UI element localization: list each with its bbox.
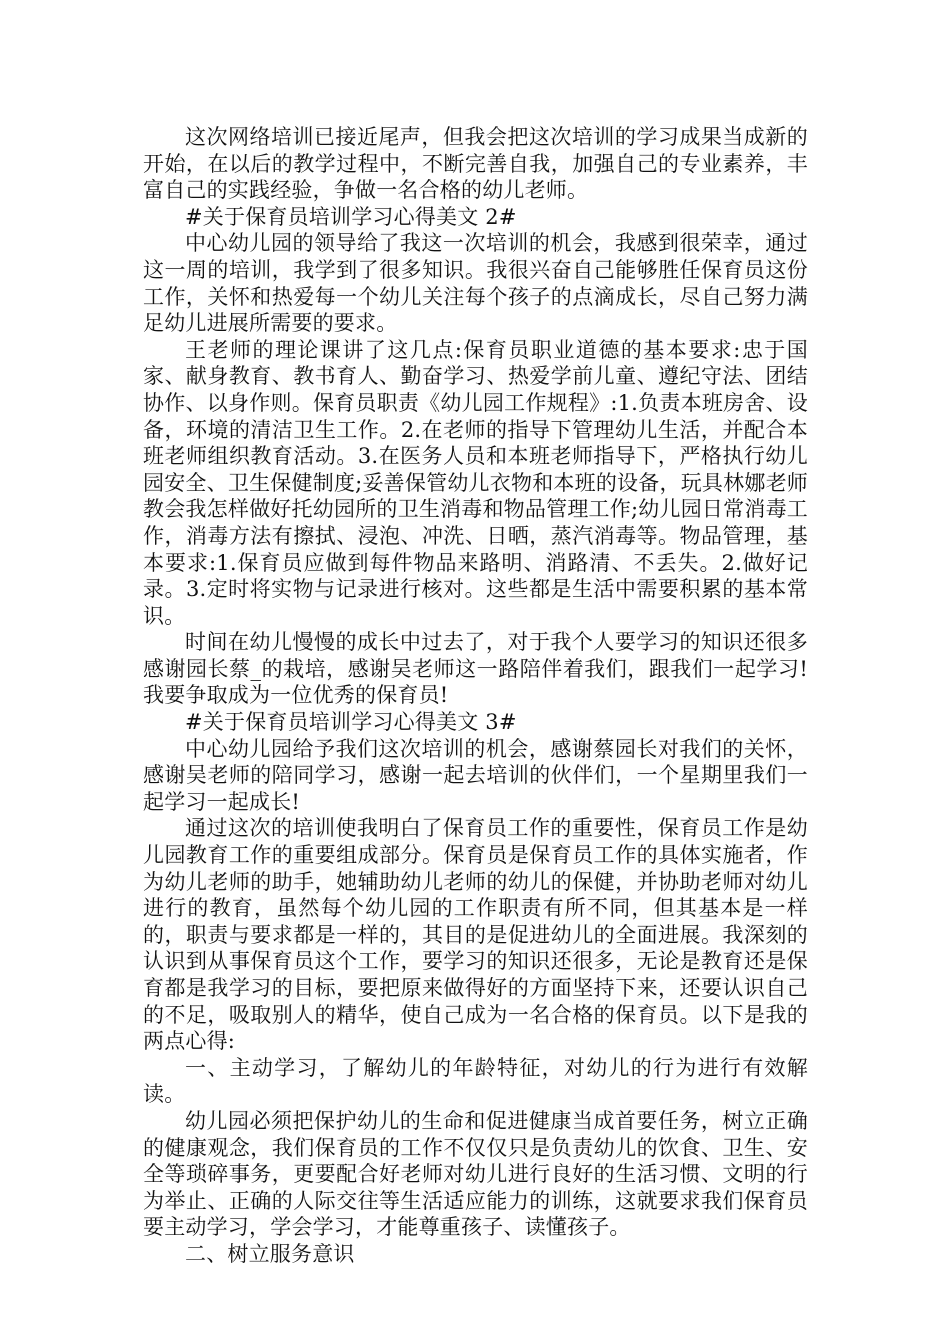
- paragraph-theory-lesson: 王老师的理论课讲了这几点:保育员职业道德的基本要求:忠于国家、献身教育、教书育人、勤奋学习、热爱学前儿童、遵纪守法、团结协作、以身作则。保育员职责《幼儿园工作规程》:1.负责本班房舍、设备，环境的清洁卫生工作。2.在老师的指导下管理幼儿生活，并配合本班老师组织教育活动。3.在医务人员和本班老师指导下，严格执行幼儿园安全、卫生保健制度;妥善保管幼儿衣物和本班的设备，玩具林娜老师教会我怎样做好托幼园所的卫生消毒和物品管理工作;幼儿园日常消毒工作，消毒方法有擦拭、浸泡、冲洗、日晒，蒸汽消毒等。物品管理，基本要求:1.保育员应做到每件物品来路明、消路清、不丢失。2.做好记录。3.定时将实物与记录进行核对。这些都是生活中需要积累的基本常识。: [143, 337, 808, 628]
- paragraph-point-one: 一、主动学习，了解幼儿的年龄特征，对幼儿的行为进行有效解读。: [143, 1055, 808, 1107]
- paragraph-time-passed: 时间在幼儿慢慢的成长中过去了，对于我个人要学习的知识还很多感谢园长蔡_的栽培，感谢吴老师这一路陪伴着我们，跟我们一起学习!我要争取成为一位优秀的保育员!: [143, 630, 808, 708]
- section-heading-2: #关于保育员培训学习心得美文 2#: [185, 204, 517, 229]
- paragraph-health-priority: 幼儿园必须把保护幼儿的生命和促进健康当成首要任务，树立正确的健康观念，我们保育员的工作不仅仅只是负责幼儿的饮食、卫生、安全等琐碎事务，更要配合好老师对幼儿进行良好的生活习惯、文明的行为举止、正确的人际交往等生活适应能力的训练，这就要求我们保育员要主动学习，学会学习，才能尊重孩子、读懂孩子。: [143, 1108, 808, 1240]
- document-page: [143, 124, 808, 1268]
- paragraph-gratitude: 中心幼儿园的领导给了我这一次培训的机会，我感到很荣幸，通过这一周的培训，我学到了很多知识。我很兴奋自己能够胜任保育员这份工作，关怀和热爱每一个幼儿关注每个孩子的点滴成长，尽自己努力满足幼儿进展所需要的要求。: [143, 231, 808, 336]
- paragraph-thanks: 中心幼儿园给予我们这次培训的机会，感谢蔡园长对我们的关怀，感谢吴老师的陪同学习，感谢一起去培训的伙伴们，一个星期里我们一起学习一起成长!: [143, 736, 808, 814]
- paragraph-intro-conclusion: 这次网络培训已接近尾声，但我会把这次培训的学习成果当成新的开始，在以后的教学过程中，不断完善自我，加强自己的专业素养，丰富自己的实践经验，争做一名合格的幼儿老师。: [143, 125, 808, 203]
- section-heading-3: #关于保育员培训学习心得美文 3#: [185, 710, 517, 735]
- section-heading-service: 二、树立服务意识: [185, 1241, 355, 1266]
- paragraph-importance: 通过这次的培训使我明白了保育员工作的重要性，保育员工作是幼儿园教育工作的重要组成部分。保育员是保育员工作的具体实施者，作为幼儿老师的助手，她辅助幼儿老师的幼儿的保健，并协助老师对幼儿进行的教育，虽然每个幼儿园的工作职责有所不同，但其基本是一样的，职责与要求都是一样的，其目的是促进幼儿的全面进展。我深刻的认识到从事保育员这个工作，要学习的知识还很多，无论是教育还是保育都是我学习的目标，要把原来做得好的方面坚持下来，还要认识自己的不足，吸取别人的精华，使自己成为一名合格的保育员。以下是我的两点心得:: [143, 816, 808, 1054]
